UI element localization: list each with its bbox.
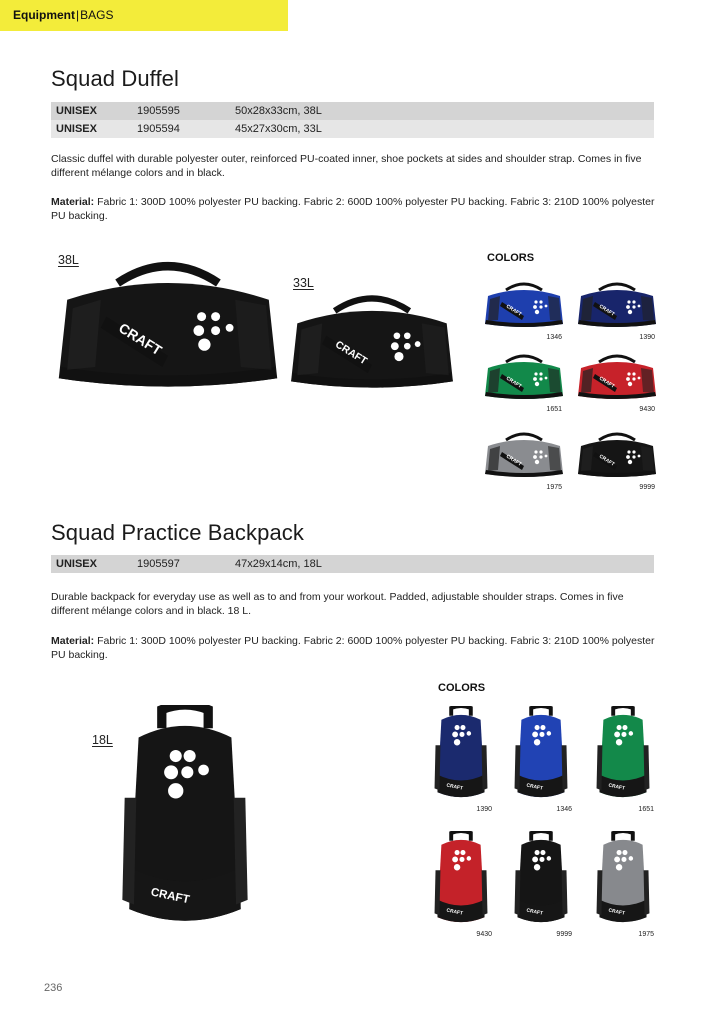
backpack-colors-title: COLORS — [438, 682, 486, 694]
color-swatch-1651 — [590, 706, 656, 804]
category-label: Equipment — [13, 8, 75, 22]
article-cell: 1905594 — [137, 123, 180, 135]
color-code-label: 9430 — [476, 931, 492, 938]
color-swatch-9430 — [577, 350, 657, 404]
duffel-spec-table — [51, 102, 654, 138]
backpack-title: Squad Practice Backpack — [51, 520, 304, 545]
color-swatch-1651 — [484, 350, 564, 404]
duffel-title: Squad Duffel — [51, 66, 180, 91]
gender-cell: UNISEX — [56, 105, 97, 117]
duffel-38l-image — [56, 255, 280, 395]
color-swatch-9999 — [508, 831, 574, 929]
color-code-label: 1651 — [546, 406, 562, 413]
material-text: Fabric 1: 300D 100% polyester PU backing. Fabric 2: 600D 100% polyester PU backing. Fabric 3: 210D 100% polyester PU backing. — [51, 635, 655, 661]
size-label-18l: 18L — [92, 733, 113, 747]
size-cell: 50x28x33cm, 38L — [235, 105, 322, 117]
color-code-label: 1975 — [638, 931, 654, 938]
table-row — [51, 555, 654, 573]
material-text: Fabric 1: 300D 100% polyester PU backing. Fabric 2: 600D 100% polyester PU backing. Fabric 3: 210D 100% polyester PU backing. — [51, 196, 655, 222]
duffel-material — [51, 195, 656, 223]
subcategory-label: BAGS — [80, 8, 114, 22]
duffel-colors-title: COLORS — [487, 252, 535, 264]
table-row — [51, 120, 654, 138]
table-row — [51, 102, 654, 120]
color-code-label: 1651 — [638, 806, 654, 813]
size-cell: 47x29x14cm, 18L — [235, 558, 322, 570]
backpack-material — [51, 634, 656, 662]
backpack-spec-table — [51, 555, 654, 573]
color-code-label: 9999 — [639, 484, 655, 491]
article-cell: 1905597 — [137, 558, 180, 570]
color-code-label: 9999 — [556, 931, 572, 938]
gender-cell: UNISEX — [56, 558, 97, 570]
category-separator: | — [76, 8, 80, 22]
size-cell: 45x27x30cm, 33L — [235, 123, 322, 135]
color-swatch-9999 — [577, 428, 657, 482]
size-label-38l: 38L — [58, 253, 79, 267]
backpack-18l-image — [112, 705, 258, 937]
color-code-label: 1346 — [556, 806, 572, 813]
size-label-33l: 33L — [293, 276, 314, 290]
duffel-description: Classic duffel with durable polyester outer, reinforced PU-coated inner, shoe pockets at sides and shoulder strap. Comes in five different mélange colors and in black. — [51, 153, 642, 179]
color-code-label: 1390 — [639, 334, 655, 341]
color-swatch-1346 — [484, 278, 564, 332]
gender-cell: UNISEX — [56, 123, 97, 135]
color-swatch-1975 — [484, 428, 564, 482]
color-code-label: 9430 — [639, 406, 655, 413]
color-swatch-1975 — [590, 831, 656, 929]
material-label: Material: — [51, 635, 95, 647]
page-number: 236 — [44, 982, 63, 994]
color-swatch-1346 — [508, 706, 574, 804]
duffel-33l-image — [289, 290, 455, 394]
color-code-label: 1975 — [546, 484, 562, 491]
color-swatch-1390 — [428, 706, 494, 804]
color-swatch-1390 — [577, 278, 657, 332]
color-code-label: 1390 — [476, 806, 492, 813]
material-label: Material: — [51, 196, 95, 208]
color-code-label: 1346 — [546, 334, 562, 341]
category-tab — [0, 0, 288, 31]
color-swatch-9430 — [428, 831, 494, 929]
article-cell: 1905595 — [137, 105, 180, 117]
backpack-description: Durable backpack for everyday use as well as to and from your workout. Padded, adjustable shoulder straps. Comes in five different mélange colors and in black. 18 L. — [51, 591, 624, 617]
